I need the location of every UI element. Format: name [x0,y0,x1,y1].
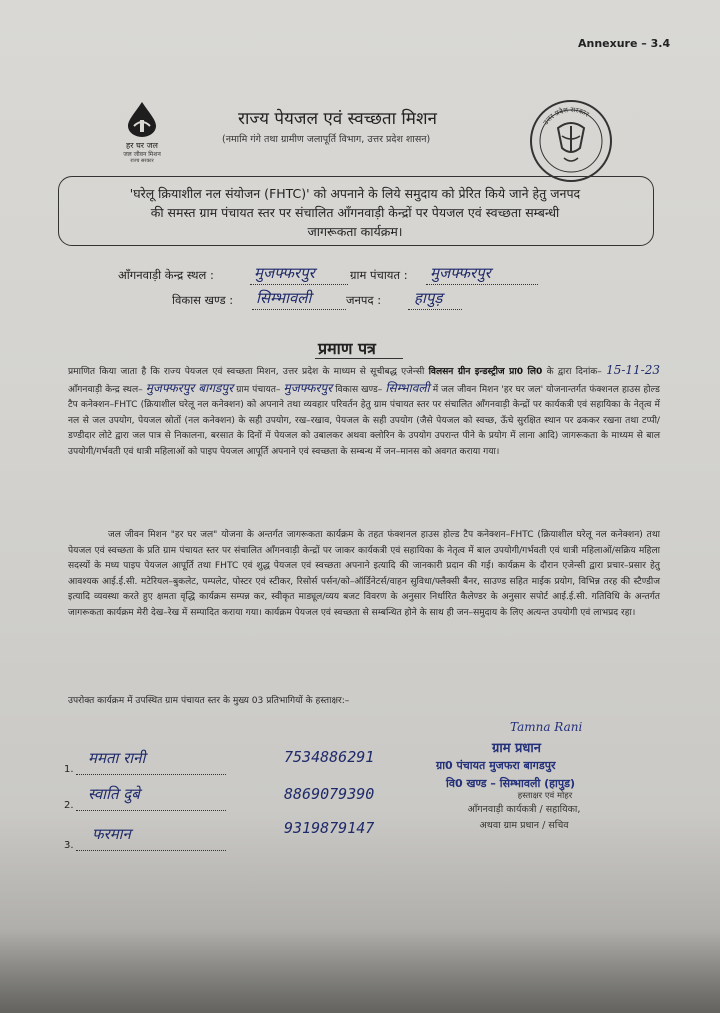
centre-value: मुजफ्फरपुर [254,264,315,282]
centre-underline [250,284,348,285]
signature-and-seal-label: हस्ताक्षर एवं मोहर [517,791,573,801]
emblem-text: उत्तर प्रदेश सरकार [541,105,591,127]
program-line-1: 'घरेलू क्रियाशील नल संयोजन (FHTC)' को अपनाने के लिये समुदाय को प्रेरित किये जाने हेतु जनपद [129,186,581,201]
stamp-block: वि0 खण्ड – सिम्भावली (हापुड) [446,777,576,790]
participant-3-line [76,850,226,851]
stamp-designation: ग्राम प्रधान [492,741,541,756]
district-underline [408,309,462,310]
gram-panchayat-value: मुजफ्फरपुर [430,264,491,282]
participants-intro: उपरोक्त कार्यक्रम में उपस्थित ग्राम पंचायत स्तर के मुख्य 03 प्रतिभागियों के हस्ताक्षर:– [68,696,350,706]
block-underline [252,309,346,310]
program-line-2: की समस्त ग्राम पंचायत स्तर पर संचालित ऑंगनवाड़ी केन्द्रों पर पेयजल एवं स्वच्छता सम्बन्धी [150,205,560,220]
gp-underline [426,284,538,285]
certificate-paragraph-2: जल जीवन मिशन "हर घर जल" योजना के अन्तर्गत जागरूकता कार्यक्रम के तहत फंक्शनल हाउस होल्ड टैप कनेक्शन–FHTC (क्रियाशील घरेलू नल कनेक्शन) तथा पेयजल एवं स्वच्छता के प्रति ग्राम पंचायत स्तर पर संचालित ऑंगनवाड़ी केन्द्रों पर जाकर कार्यकत्री एवं सहायिका के नेतृत्व में बाल उपयोगी/गर्भवती एवं धात्री महिलाओं/सक्रिय महिला सदस्यों के मध्य पाइप पेयजल आपूर्ति तथा FHTC एवं शुद्ध पेयजल एवं स्वच्छता अपनाने इत्यादि की जानकारी प्रदान की गई। कार्यक्रम के दौरान एजेन्सी द्वारा प्रचार–प्रसार हेतु आवश्यक आई.ई.सी. मटेरियल–बुकलेट, पम्पलेट, पोस्टर एवं स्टीकर, रिसोर्स पर्सन/को–ऑर्डिनेटर्स/वाहन सुविधा/फ्लैक्सी बैनर, साउण्ड सहित माईक प्रयोग, विभिन्न तरह की स्टैण्डीज इत्यादि व्यवस्था करते हुए क्षमता वृद्धि कार्यक्रम सम्पन्न कर, स्वीकृत माड्यूल/व्यय बजट विवरण के अनुसार निर्धारित कैलेण्डर के अनुसार सपोर्ट आई.ई.सी. गतिविधि के अन्तर्गत जागरूकता कार्यक्रम मेरी देख–रेख में सम्पादित कराया गया। कार्यक्रम पेयजल एवं स्वच्छता से सम्बन्धित होने के साथ ही जन–समुदाय के लिए अत्यन्त उपयोगी एवं लाभप्रद रहा। [68,530,660,618]
gram-panchayat-label: ग्राम पंचायत : [350,268,408,282]
participant-3-signature: फरमान [92,825,131,843]
p1-date-label: के द्वारा दिनांक– [546,367,602,377]
p1-centre-label: ऑंगनवाड़ी केन्द्र स्थल– [68,384,143,395]
logo-left-text-3: राज्य सरकार [130,158,154,164]
annexure-label: Annexure – 3.4 [578,37,671,50]
participant-3-number: 3. [64,840,74,851]
participant-2-phone: 8869079390 [284,785,375,803]
block-label: विकास खण्ड : [172,293,234,307]
emblem-icon [528,98,614,184]
designation-line-1: ऑंगनवाड़ी कार्यकत्री / सहायिका, [467,804,581,815]
program-line-3: जागरूकता कार्यक्रम। [307,224,403,239]
water-drop-icon [122,100,162,138]
centre-label: ऑंगनवाड़ी केन्द्र स्थल : [118,268,214,282]
program-description [70,184,640,241]
programme-block: सिम्भावली [385,380,430,395]
jal-jeevan-mission-logo [108,100,176,164]
org-subtitle: (नमामि गंगे तथा ग्रामीण जलापूर्ति विभाग, उत्तर प्रदेश शासन) [222,134,431,145]
logo-left-text-1: हर घर जल [126,141,158,150]
p1-block-label: विकास खण्ड– [335,384,383,395]
p1-start: प्रमाणित किया जाता है कि राज्य पेयजल एवं स्वच्छता मिशन, उत्तर प्रदेश के माध्यम से सूचीबद्ध एजेन्सी [68,367,425,377]
block-value: सिम्भावली [256,289,312,307]
designation-line-2: अथवा ग्राम प्रधान / सचिव [479,820,569,831]
participant-1-signature: ममता रानी [88,749,146,767]
participant-2-number: 2. [64,800,74,811]
programme-date: 15-11-23 [606,363,660,377]
photo-shadow [0,930,720,1013]
participant-2-signature: स्वाति दुबे [88,785,140,803]
org-title: राज्य पेयजल एवं स्वच्छता मिशन [238,109,437,129]
logo-left-text-2: जल जीवन मिशन [123,151,161,158]
participant-1-phone: 7534886291 [284,748,375,766]
participant-1-line [76,774,226,775]
up-government-emblem [528,98,614,184]
participant-3-phone: 9319879147 [284,819,375,837]
p1-gp-label: ग्राम पंचायत– [236,384,281,395]
agency-name: विलसन ग्रीन इन्डस्ट्रीज प्रा0 लि0 [428,367,543,377]
pradhan-signature: Tamna Rani [510,720,583,734]
district-label: जनपद : [346,293,382,307]
certificate-title-underline [315,358,403,359]
district-value: हापुड़ [414,289,443,307]
certificate-paragraph-1 [68,363,660,461]
participant-2-line [76,810,226,811]
participant-1-number: 1. [64,764,74,775]
programme-centre: मुजफ्फरपुर बागडपुर [145,380,234,395]
certificate-title: प्रमाण पत्र [318,339,376,358]
programme-gp: मुजफ्फरपुर [283,380,333,395]
p1-rest: में जल जीवन मिशन 'हर घर जल' योजनान्तर्गत फंक्शनल हाउस होल्ड टैप कनेक्शन–FHTC (क्रियाशील घरेलू नल कनेक्शन) को अपनाने तथा व्यवहार परिवर्तन हेतु ग्राम पंचायत स्तर पर संचालित ऑंगनवाड़ी केन्द्रों पर कार्यकत्री एवं सहायिका के नेतृत्व में नल से जल उपयोग, पेयजल स्रोतों (नल कनेक्शन) के सही उपयोग, रख–रखाव, पेयजल के सही उपयोग (जैसे पेयजल को स्वच्छ, ऊँचे सुरक्षित स्थान पर ढककर रखना तथा टप्पी/डण्डीदार लोटे द्वारा जल पात्र से निकालना, बरसात के दिनों में पेयजल को उबालकर अथवा क्लोरिन के उपयोग उपरान्त पीने के प्रयोग में लाना आदि) जागरूकता के माध्यम से बाल उपयोगी/गर्भवती एवं धात्री महिलाओं को पाइप पेयजल आपूर्ति अपनाने एवं स्वच्छता के सम्बन्ध में जन–मानस को अवगत कराया गया। [68,384,660,457]
stamp-gram-panchayat: ग्रा0 पंचायत मुजफरा बागडपुर [436,759,556,772]
